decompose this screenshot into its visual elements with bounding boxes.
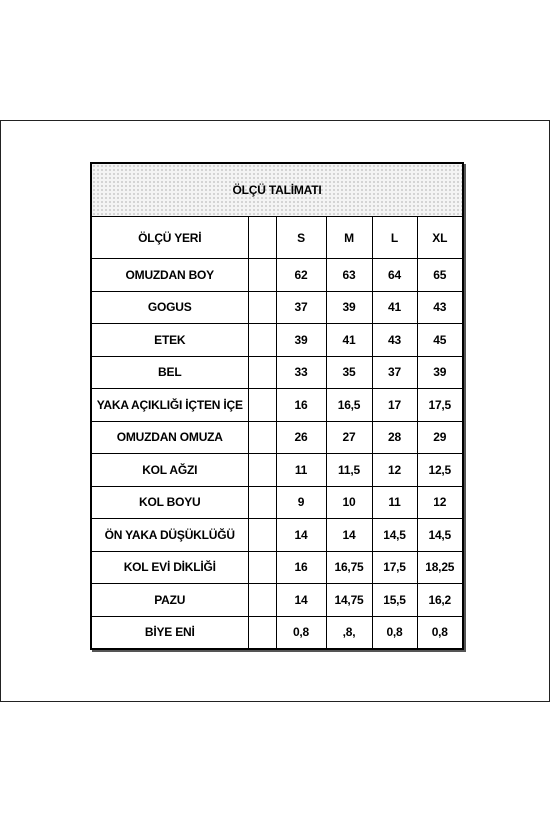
row-value-m: 11,5 [326, 454, 372, 487]
row-value-m: 14 [326, 519, 372, 552]
row-value-m: 27 [326, 421, 372, 454]
table-row [91, 486, 463, 519]
row-gap-cell [248, 551, 276, 584]
row-value-s: 37 [276, 291, 326, 324]
table-row [91, 421, 463, 454]
row-value-m: 16,75 [326, 551, 372, 584]
header-size-xl: XL [417, 217, 463, 259]
row-label: ETEK [91, 324, 248, 357]
table-row [91, 519, 463, 552]
row-label: YAKA AÇIKLIĞI İÇTEN İÇE [91, 389, 248, 422]
row-value-xl: 17,5 [417, 389, 463, 422]
header-size-l: L [372, 217, 417, 259]
row-gap-cell [248, 584, 276, 617]
row-value-m: 35 [326, 356, 372, 389]
row-value-l: 14,5 [372, 519, 417, 552]
row-value-s: 16 [276, 551, 326, 584]
row-value-s: 14 [276, 584, 326, 617]
table-row [91, 324, 463, 357]
row-value-xl: 12 [417, 486, 463, 519]
row-value-l: 43 [372, 324, 417, 357]
row-label: GOGUS [91, 291, 248, 324]
row-label: OMUZDAN OMUZA [91, 421, 248, 454]
table-row [91, 584, 463, 617]
row-value-xl: 12,5 [417, 454, 463, 487]
row-value-s: 39 [276, 324, 326, 357]
table-row [91, 389, 463, 422]
row-value-s: 26 [276, 421, 326, 454]
size-chart-table [90, 162, 464, 650]
row-value-xl: 43 [417, 291, 463, 324]
row-value-l: 15,5 [372, 584, 417, 617]
row-value-xl: 45 [417, 324, 463, 357]
row-value-xl: 16,2 [417, 584, 463, 617]
row-value-xl: 0,8 [417, 616, 463, 649]
row-gap-cell [248, 616, 276, 649]
table-title-cell [91, 163, 463, 217]
row-label: KOL EVİ DİKLİĞİ [91, 551, 248, 584]
row-label: KOL AĞZI [91, 454, 248, 487]
row-gap-cell [248, 421, 276, 454]
row-value-l: 28 [372, 421, 417, 454]
row-value-s: 33 [276, 356, 326, 389]
row-gap-cell [248, 454, 276, 487]
row-gap-cell [248, 486, 276, 519]
row-label: ÖN YAKA DÜŞÜKLÜĞÜ [91, 519, 248, 552]
row-value-s: 11 [276, 454, 326, 487]
row-value-s: 16 [276, 389, 326, 422]
row-label: PAZU [91, 584, 248, 617]
row-value-l: 64 [372, 259, 417, 292]
row-value-xl: 18,25 [417, 551, 463, 584]
row-value-m: 10 [326, 486, 372, 519]
header-size-s: S [276, 217, 326, 259]
row-value-s: 9 [276, 486, 326, 519]
row-value-m: ,8, [326, 616, 372, 649]
row-value-xl: 14,5 [417, 519, 463, 552]
row-value-m: 39 [326, 291, 372, 324]
table-row [91, 259, 463, 292]
row-value-xl: 29 [417, 421, 463, 454]
row-value-l: 0,8 [372, 616, 417, 649]
header-size-m: M [326, 217, 372, 259]
row-value-s: 0,8 [276, 616, 326, 649]
row-gap-cell [248, 259, 276, 292]
row-gap-cell [248, 291, 276, 324]
row-value-xl: 39 [417, 356, 463, 389]
row-value-s: 62 [276, 259, 326, 292]
row-value-m: 14,75 [326, 584, 372, 617]
row-value-xl: 65 [417, 259, 463, 292]
row-label: BİYE ENİ [91, 616, 248, 649]
table-row [91, 291, 463, 324]
table-title: ÖLÇÜ TALİMATI [232, 183, 322, 197]
table-row [91, 356, 463, 389]
row-value-m: 16,5 [326, 389, 372, 422]
row-value-s: 14 [276, 519, 326, 552]
row-label: BEL [91, 356, 248, 389]
table-row [91, 551, 463, 584]
row-label: KOL BOYU [91, 486, 248, 519]
row-value-l: 12 [372, 454, 417, 487]
row-gap-cell [248, 389, 276, 422]
row-value-l: 17,5 [372, 551, 417, 584]
row-value-l: 17 [372, 389, 417, 422]
row-value-l: 37 [372, 356, 417, 389]
header-gap-cell [248, 217, 276, 259]
table-row [91, 454, 463, 487]
header-row [91, 217, 463, 259]
row-gap-cell [248, 519, 276, 552]
row-value-l: 41 [372, 291, 417, 324]
row-value-l: 11 [372, 486, 417, 519]
row-gap-cell [248, 324, 276, 357]
row-label: OMUZDAN BOY [91, 259, 248, 292]
row-gap-cell [248, 356, 276, 389]
row-value-m: 63 [326, 259, 372, 292]
row-value-m: 41 [326, 324, 372, 357]
table-row [91, 616, 463, 649]
header-label: ÖLÇÜ YERİ [91, 217, 248, 259]
